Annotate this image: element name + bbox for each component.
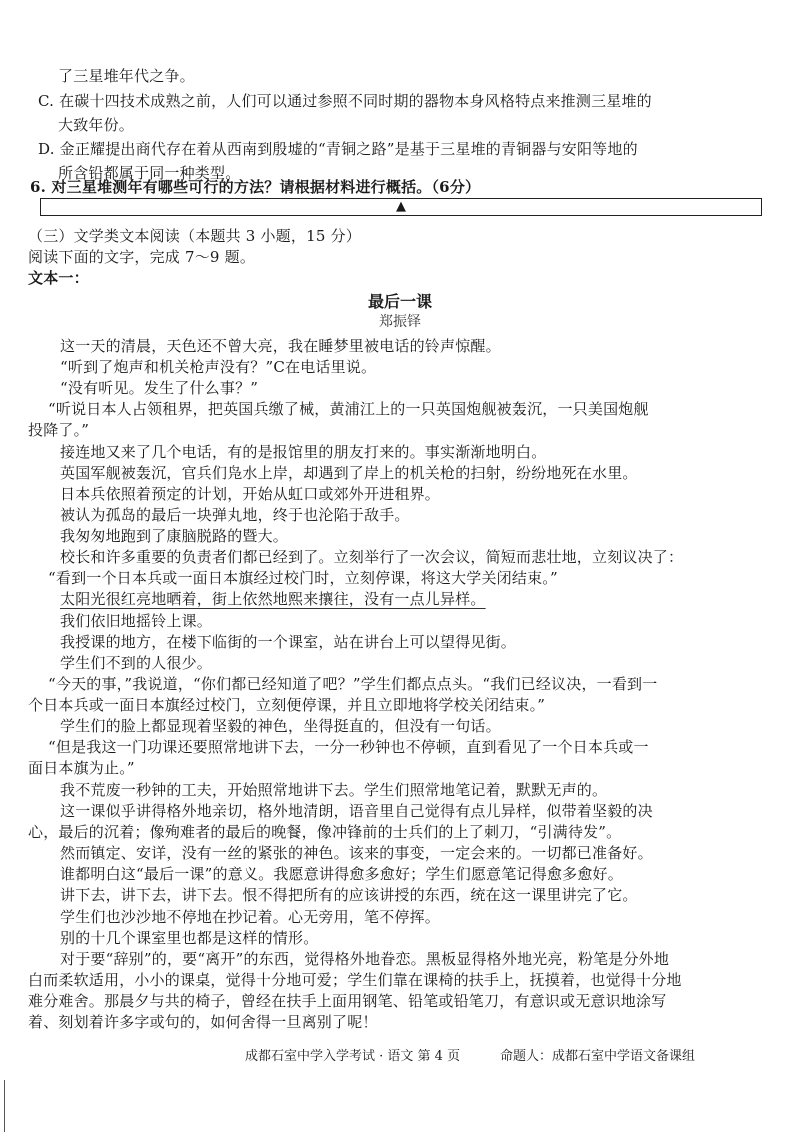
option-c-line-2: 大致年份。 <box>58 116 135 134</box>
section-heading: （三）文学类文本阅读（本题共 3 小题，15 分） <box>28 227 361 245</box>
article-line: 个日本兵或一面日本旗经过校门，立刻便停课，并且立即地将学校关闭结束。” <box>28 696 546 714</box>
option-c-line-1: C. 在碳十四技术成熟之前，人们可以通过参照不同时期的器物本身风格特点来推测三星堆的 <box>38 92 652 110</box>
article-line: 这一天的清晨，天色还不曾大亮，我在睡梦里被电话的铃声惊醒。 <box>60 337 501 355</box>
option-b-continuation: 了三星堆年代之争。 <box>58 67 195 85</box>
article-line: “听到了炮声和机关枪声没有？”C在电话里说。 <box>60 358 377 376</box>
article-line: 投降了。” <box>28 421 90 439</box>
article-line: 白而柔软适用，小小的课桌，觉得十分地可爱；学生们靠在课椅的扶手上，抚摸着，也觉得十分地 <box>28 971 682 989</box>
article-line: 英国军舰被轰沉，官兵们凫水上岸，却遇到了岸上的机关枪的扫射，纷纷地死在水里。 <box>60 464 638 482</box>
article-line: 对于要“辞别”的，要“离开”的东西，觉得格外地眷恋。黑板显得格外地光亮，粉笔是分外地 <box>60 950 670 968</box>
article-line: “但是我这一门功课还要照常地讲下去，一分一秒钟也不停顿，直到看见了一个日本兵或一 <box>48 738 649 756</box>
question-6: 6. 对三星堆测年有哪些可行的方法？请根据材料进行概括。（6分） <box>30 178 481 196</box>
article-line: 这一课似乎讲得格外地亲切，格外地清朗，语音里自己觉得有点儿异样，似带着坚毅的决 <box>60 802 653 820</box>
article-line-underlined: 太阳光很红亮地晒着，街上依然地熙来攘往，没有一点儿异样。 <box>60 590 486 608</box>
article-line: 我不荒废一秒钟的工夫，开始照常地讲下去。学生们照常地笔记着，默默无声的。 <box>60 781 608 799</box>
article-line: 学生们不到的人很少。 <box>60 654 213 672</box>
article-line: 讲下去，讲下去，讲下去。恨不得把所有的应该讲授的东西，统在这一课里讲完了它。 <box>60 886 638 904</box>
article-line: 别的十几个课室里也都是这样的情形。 <box>60 929 319 947</box>
article-line: 着、刻划着许多字或句的，如何舍得一旦离别了呢！ <box>28 1013 378 1031</box>
article-line: 我们依旧地摇铃上课。 <box>60 612 213 630</box>
article-line: 我授课的地方，在楼下临街的一个课室，站在讲台上可以望得见街。 <box>60 633 517 651</box>
article-line: 我匆匆地跑到了康脑脱路的暨大。 <box>60 527 289 545</box>
article-line: 心，最后的沉着；像殉难者的最后的晚餐，像冲锋前的士兵们的上了刺刀，“引满待发”。 <box>28 823 622 841</box>
binding-margin-line <box>4 1080 5 1132</box>
article-line: “看到一个日本兵或一面日本旗经过校门时，立刻停课，将这大学关闭结束。” <box>48 569 558 587</box>
article-line: 接连地又来了几个电话，有的是报馆里的朋友打来的。事实渐渐地明白。 <box>60 443 547 461</box>
section-instruction: 阅读下面的文字，完成 7～9 题。 <box>28 248 256 266</box>
answer-box[interactable] <box>40 198 762 216</box>
article-line: 日本兵依照着预定的计划，开始从虹口或郊外开进租界。 <box>60 485 441 503</box>
article-line: 被认为孤岛的最后一块弹丸地，终于也沦陷于敌手。 <box>60 506 410 524</box>
article-line: “没有听见。发生了什么事？” <box>60 379 259 397</box>
answer-marker: ▲ <box>396 199 406 214</box>
article-line: 难分难舍。那晨夕与共的椅子，曾经在扶手上面用钢笔、铅笔或铅笔刀，有意识或无意识地涂写 <box>28 992 667 1010</box>
article-line: 谁都明白这“最后一课”的意义。我愿意讲得愈多愈好；学生们愿意笔记得愈多愈好。 <box>60 865 623 883</box>
article-title: 最后一课 <box>367 292 432 311</box>
article-line: 校长和许多重要的负责者们都已经到了。立刻举行了一次会议，简短而悲壮地，立刻议决了： <box>60 548 684 566</box>
text-label: 文本一： <box>28 269 89 287</box>
option-d-line-2: 所含铅都属于同一种类型。 <box>58 164 241 182</box>
article-line: 学生们的脸上都显现着坚毅的神色，坐得挺直的，但没有一句话。 <box>60 717 501 735</box>
article-line: 面日本旗为止。” <box>28 759 135 777</box>
page-footer-left: 成都石室中学入学考试 · 语文 第 4 页 <box>245 1049 461 1064</box>
article-line: 学生们也沙沙地不停地在抄记着。心无旁用，笔不停挥。 <box>60 908 441 926</box>
article-line: “今天的事，”我说道，“你们都已经知道了吧？”学生们都点点头。“我们已经议决，一看到一 <box>48 675 658 693</box>
page-footer-right: 命题人：成都石室中学语文备课组 <box>500 1049 696 1064</box>
article-author: 郑振铎 <box>379 314 421 330</box>
article-line: 然而镇定、安详，没有一丝的紧张的神色。该来的事变，一定会来的。一切都已准备好。 <box>60 844 653 862</box>
article-line: “听说日本人占领租界，把英国兵缴了械，黄浦江上的一只英国炮舰被轰沉，一只美国炮舰 <box>48 400 649 418</box>
option-d-line-1: D. 金正耀提出商代存在着从西南到殷墟的“青铜之路”是基于三星堆的青铜器与安阳等地的 <box>38 140 638 158</box>
